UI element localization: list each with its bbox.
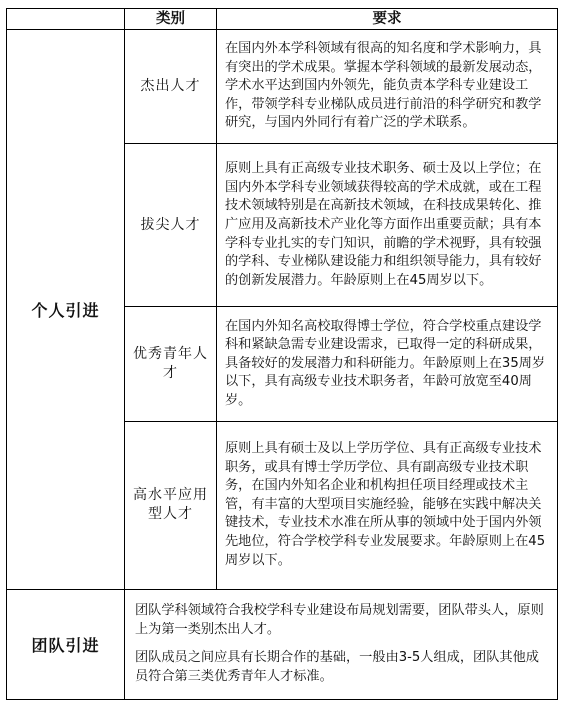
category-cell: 拔尖人才	[125, 144, 217, 307]
team-paragraph: 团队成员之间应具有长期合作的基础，一般由3-5人组成，团队其他成员符合第三类优秀青年人才标准。	[135, 650, 539, 684]
requirement-cell: 原则上具有硕士及以上学历学位、具有正高级专业技术职务，或具有博士学历学位、具有副高级专业技术职务，在国内外知名企业和机构担任项目经理或技术主管，有丰富的大型项目实施经验，能够在实践中解决关键技术，专业技术水准在所从事的领域中处于国内外领先地位，符合学校学科专业发展要求。年龄原则上在45周岁以下。	[217, 421, 558, 589]
team-paragraph: 团队学科领域符合我校学科专业建设布局规划需要，团队带头人，原则上为第一类别杰出人才。	[135, 603, 544, 637]
category-cell: 优秀青年人才	[125, 307, 217, 421]
talent-table-document	[6, 8, 557, 700]
category-cell: 杰出人才	[125, 30, 217, 144]
table-row	[7, 30, 558, 144]
header-blank-cell	[7, 9, 125, 30]
team-requirement-cell	[125, 589, 558, 699]
requirement-cell: 在国内外知名高校取得博士学位，符合学校重点建设学科和紧缺急需专业建设需求，已取得一定的科研成果，具备较好的发展潜力和科研能力。年龄原则上在35周岁以下，具有高级专业技术职务者，年龄可放宽至40周岁。	[217, 307, 558, 421]
header-category: 类别	[125, 9, 217, 30]
category-cell: 高水平应用型人才	[125, 421, 217, 589]
requirement-cell: 在国内外本学科领域有很高的知名度和学术影响力，具有突出的学术成果。掌握本学科领域的最新发展动态，学术水平达到国内外领先，能负责本学科专业建设工作，带领学科专业梯队成员进行前沿的科学研究和教学研究，与国内外同行有着广泛的学术联系。	[217, 30, 558, 144]
header-requirement: 要求	[217, 9, 558, 30]
team-group-label: 团队引进	[7, 589, 125, 699]
individual-group-label: 个人引进	[7, 30, 125, 590]
table-header-row	[7, 9, 558, 30]
team-row	[7, 589, 558, 699]
talent-requirements-table	[6, 8, 558, 700]
requirement-cell: 原则上具有正高级专业技术职务、硕士及以上学位；在国内外本学科专业领域获得较高的学术成就，或在工程技术领域特别是在高新技术领域，在科技成果转化、推广应用及高新技术产业化等方面作出重要贡献；具有本学科专业扎实的专门知识，前瞻的学术视野，具有较强的学科、专业梯队建设能力和组织领导能力，具有较好的创新发展潜力。年龄原则上在45周岁以下。	[217, 144, 558, 307]
